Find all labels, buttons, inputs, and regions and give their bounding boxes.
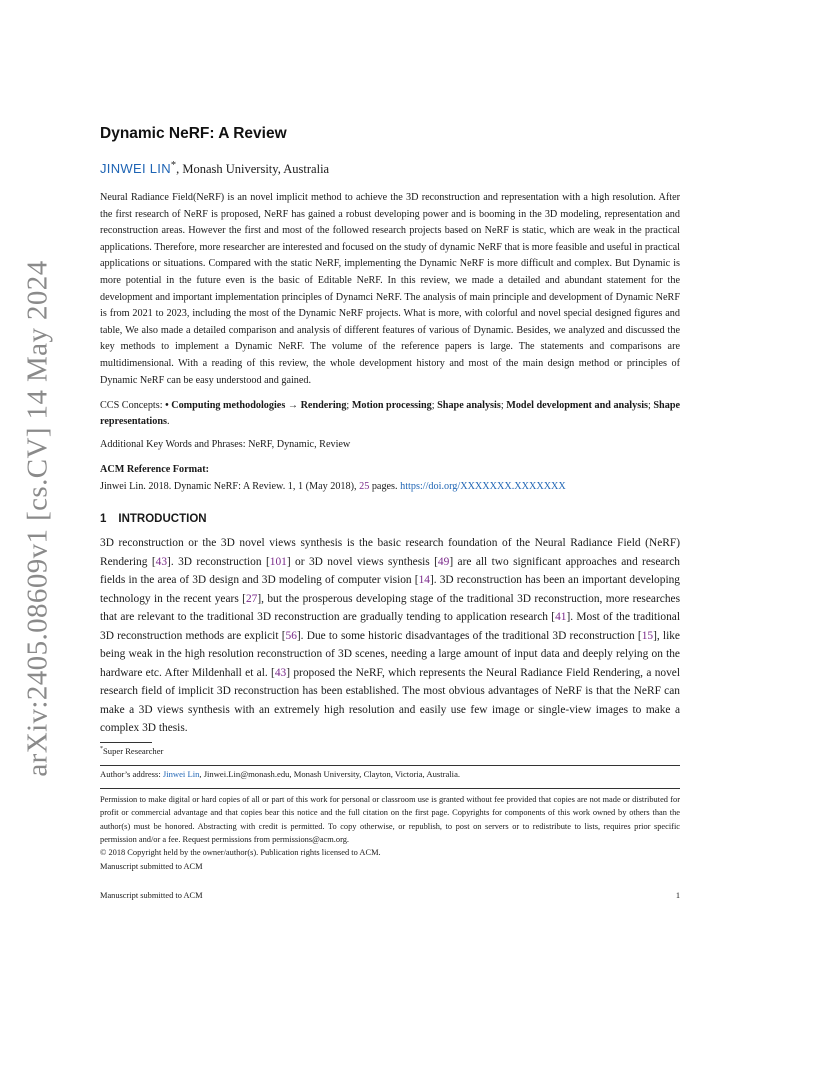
keywords: Additional Key Words and Phrases: NeRF, Dynamic, Review	[100, 439, 351, 450]
footnote-text: Super Researcher	[103, 746, 164, 756]
acm-reference-text: Jinwei Lin. 2018. Dynamic NeRF: A Review. 1, 1 (May 2018),	[100, 481, 360, 492]
citation-link[interactable]: 41	[555, 611, 567, 623]
citation-link[interactable]: 14	[418, 574, 430, 586]
ccs-separator: ;	[500, 400, 507, 411]
paragraph-text: ] proposed the NeRF, which represents the Neural Radiance Field Rendering, a novel research field of implicit 3D reconstruction has been established. The most obvious advantages of NeRF is that the NeRF can make a 3D views synthesis with an extremely high resolution and easily use few image or single-view images to make a complex 3D thesis.	[100, 666, 680, 734]
doi-link[interactable]: https://doi.org/XXXXXXX.XXXXXXX	[400, 481, 566, 492]
citation-link[interactable]: 43	[274, 666, 287, 679]
ccs-concept: Shape representations	[100, 400, 681, 427]
citation-link[interactable]: 101	[269, 555, 287, 568]
paper-title: Dynamic NeRF: A Review	[100, 125, 287, 142]
ccs-concept: Computing methodologies → Rendering	[171, 400, 347, 411]
arxiv-identifier-text: arXiv:2405.08609v1 [cs.CV] 14 May 2024	[21, 259, 54, 777]
paragraph-text: ]. 3D reconstruction [	[167, 555, 270, 568]
ccs-separator: ;	[346, 400, 352, 411]
ccs-concept: Model development and analysis	[506, 400, 648, 411]
acm-reference-heading: ACM Reference Format:	[100, 464, 209, 475]
acm-reference-text: pages.	[369, 481, 401, 492]
citation-link[interactable]: 49	[437, 555, 450, 568]
citation-link[interactable]: 15	[641, 629, 654, 642]
page-count-link[interactable]: 25	[359, 481, 370, 492]
address-divider	[100, 765, 680, 766]
footnote-marker: *	[100, 746, 103, 753]
author-footnote-marker: *	[170, 160, 177, 171]
acm-reference	[100, 481, 566, 492]
paragraph-text: ]. Most of the traditional 3D reconstruction methods are explicit [	[100, 611, 681, 642]
permission-notice: Permission to make digital or hard copies of all or part of this work for personal or classroom use is granted without fee provided that copies are not made or distributed for profit or commercial advantage and that copies bear this notice and the full citation on the first page. Copyrights for components of this work owned by others than the author(s) must be honored. Abstracting with credit is permitted. To copy otherwise, or republish, to post on servers or to redistribute to lists, requires prior specific permission and/or a fee. Request permissions from permissions@acm.org.	[100, 795, 680, 844]
copyright-notice: © 2018 Copyright held by the owner/author(s). Publication rights licensed to ACM.	[100, 848, 381, 857]
author-name-link[interactable]: JINWEI LIN	[100, 161, 171, 177]
arxiv-identifier-watermark	[14, 259, 62, 777]
ccs-label: CCS Concepts:	[100, 400, 166, 411]
ccs-separator: ;	[431, 400, 438, 411]
citation-link[interactable]: 56	[285, 629, 297, 642]
running-footer: Manuscript submitted to ACM	[100, 891, 203, 900]
page-number: 1	[675, 891, 680, 900]
author-name-address-link[interactable]: Jinwei Lin	[162, 769, 200, 779]
section-title: INTRODUCTION	[118, 513, 207, 525]
author-affiliation: , Monash University, Australia	[176, 162, 330, 177]
paragraph-text: ]. Due to some historic disadvantages of the traditional 3D reconstruction [	[296, 629, 642, 642]
ccs-bullet: •	[165, 400, 172, 411]
paragraph-text: ] are all two significant approaches and research fields in the area of 3D design and 3D modeling of computer vision [	[100, 555, 680, 586]
section-heading-introduction	[100, 513, 207, 525]
footnote-divider	[100, 742, 152, 743]
paragraph-text: 3D reconstruction or the 3D novel views synthesis is the basic research foundation of the Neural Radiance Field (NeRF) Rendering [	[100, 537, 680, 568]
author-address	[100, 769, 460, 779]
address-text: , Jinwei.Lin@monash.edu, Monash University, Clayton, Victoria, Australia.	[199, 769, 461, 779]
ccs-separator: ;	[648, 400, 654, 411]
ccs-concepts	[100, 398, 680, 430]
ccs-end: .	[166, 416, 170, 427]
abstract: Neural Radiance Field(NeRF) is an novel implicit method to achieve the 3D reconstruction and representation with a high resolution. After the first research of NeRF is proposed, NeRF has gained a robust developing power and is booming in the 3D modeling, representation and reconstruction areas. However the first and most of the followed research projects based on NeRF is static, which are weak in the practical applications. Therefore, more researcher are interested and focused on the study of dynamic NeRF that is more feasible and useful in practical applications or situations. Compared with the static NeRF, implementing the Dynamic NeRF is more difficult and complex. But Dynamic is more potential in the future even is the basic of Editable NeRF. In this review, we made a detailed and abundant statement for the development and important implementation principles of Dynamci NeRF. The analysis of main principle and development of Dynamic NeRF is from 2021 to 2023, including the most of the Dynamic NeRF projects. What is more, with colorful and novel special designed figures and table, We also made a detailed comparison and analysis of different features of various of Dynamic. Besides, we analyzed and discussed the key methods to implement a Dynamic NeRF. The volume of the reference papers is large. The statements and comparisons are multidimensional. With a reading of this review, the whole development history and most of the main design method or principles of Dynamic NeRF can be easy understood and gained.	[100, 192, 680, 386]
ccs-concept: Motion processing	[351, 400, 432, 411]
author-line	[100, 160, 329, 177]
paragraph-text: ], but the prosperous developing stage of the traditional 3D reconstruction, more researches that are relevant to the traditional 3D reconstruction are gradually tending to application research [	[100, 592, 680, 623]
paragraph-text: ], like being weak in the high resolution reconstruction of 3D scenes, needing a large amount of input data and deeply relying on the hardware etc. After Mildenhall et al. [	[100, 629, 680, 679]
permission-divider	[100, 788, 680, 789]
submission-note: Manuscript submitted to ACM	[100, 862, 203, 871]
paragraph-text: ] or 3D novel views synthesis [	[286, 555, 438, 568]
introduction-paragraph	[100, 534, 680, 738]
citation-link[interactable]: 43	[155, 555, 168, 568]
address-label: Author’s address:	[100, 769, 163, 779]
paragraph-text: ]. 3D reconstruction has been an important developing technology in the recent years [	[100, 574, 680, 605]
citation-link[interactable]: 27	[245, 592, 258, 605]
ccs-concept: Shape analysis	[437, 400, 501, 411]
author-footnote	[100, 746, 163, 756]
section-number: 1	[100, 513, 107, 525]
